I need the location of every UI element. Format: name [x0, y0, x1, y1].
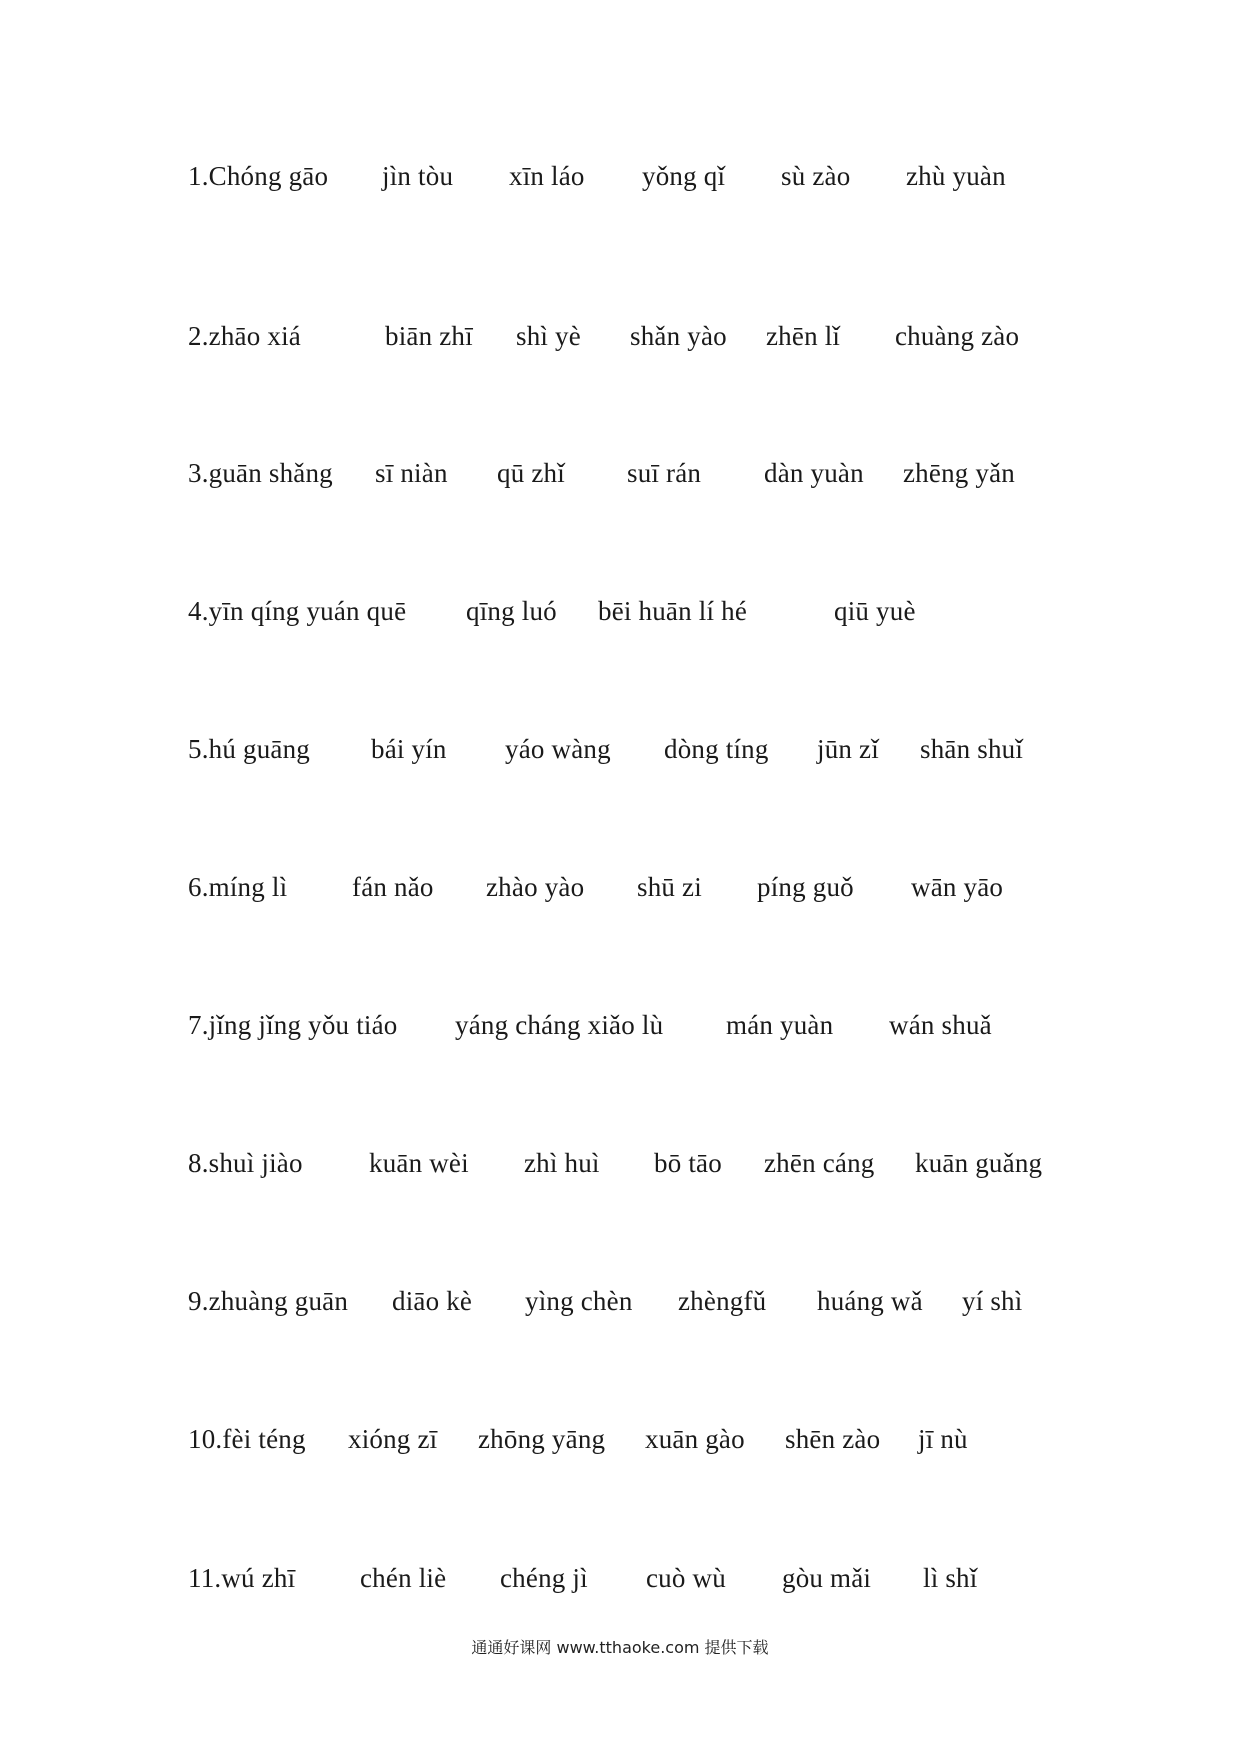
pinyin-word: zhù yuàn: [906, 161, 1006, 191]
pinyin-word: zhào yào: [486, 872, 585, 902]
pinyin-row-1: [0, 158, 1240, 218]
pinyin-row-2: [0, 318, 1240, 378]
pinyin-word: jūn zǐ: [817, 734, 879, 764]
pinyin-word: shū zi: [637, 872, 702, 902]
pinyin-row-5: [0, 731, 1240, 791]
pinyin-word: xuān gào: [645, 1424, 745, 1454]
pinyin-word: yáo wàng: [505, 734, 611, 764]
pinyin-word: xīn láo: [509, 161, 585, 191]
pinyin-word: 7.jǐng jǐng yǒu tiáo: [188, 1010, 398, 1040]
pinyin-word: jī nù: [918, 1424, 968, 1454]
pinyin-word: biān zhī: [385, 321, 473, 351]
pinyin-word: 8.shuì jiào: [188, 1148, 303, 1178]
pinyin-word: wān yāo: [911, 872, 1004, 902]
pinyin-row-8: [0, 1145, 1240, 1205]
pinyin-word: 4.yīn qíng yuán quē: [188, 596, 407, 626]
pinyin-word: dàn yuàn: [764, 458, 864, 488]
pinyin-word: zhēn lǐ: [766, 321, 841, 351]
pinyin-word: suī rán: [627, 458, 702, 488]
pinyin-word: bō tāo: [654, 1148, 722, 1178]
pinyin-word: zhì huì: [524, 1148, 600, 1178]
pinyin-word: 2.zhāo xiá: [188, 321, 301, 351]
pinyin-word: shì yè: [516, 321, 581, 351]
pinyin-word: yìng chèn: [525, 1286, 633, 1316]
pinyin-word: zhēn cáng: [764, 1148, 875, 1178]
pinyin-word: huáng wǎ: [817, 1286, 923, 1316]
pinyin-word: fán nǎo: [352, 872, 434, 902]
pinyin-word: yǒng qǐ: [642, 161, 726, 191]
pinyin-word: jìn tòu: [382, 161, 454, 191]
pinyin-word: 3.guān shǎng: [188, 458, 333, 488]
pinyin-row-10: [0, 1421, 1240, 1481]
pinyin-word: diāo kè: [392, 1286, 473, 1316]
pinyin-word: chéng jì: [500, 1563, 588, 1593]
pinyin-word: kuān wèi: [369, 1148, 469, 1178]
pinyin-word: shēn zào: [785, 1424, 881, 1454]
pinyin-row-7: [0, 1007, 1240, 1067]
pinyin-word: 5.hú guāng: [188, 734, 310, 764]
pinyin-word: lì shǐ: [923, 1563, 978, 1593]
pinyin-word: yáng cháng xiǎo lù: [455, 1010, 664, 1040]
pinyin-word: zhèngfǔ: [678, 1286, 767, 1316]
pinyin-word: píng guǒ: [757, 872, 854, 902]
pinyin-word: 1.Chóng gāo: [188, 161, 329, 191]
pinyin-word: shǎn yào: [630, 321, 727, 351]
pinyin-word: xióng zī: [348, 1424, 438, 1454]
pinyin-row-6: [0, 869, 1240, 929]
pinyin-word: bái yín: [371, 734, 447, 764]
pinyin-word: 9.zhuàng guān: [188, 1286, 349, 1316]
pinyin-word: yí shì: [962, 1286, 1023, 1316]
pinyin-word: zhēng yǎn: [903, 458, 1016, 488]
pinyin-word: kuān guǎng: [915, 1148, 1043, 1178]
pinyin-word: bēi huān lí hé: [598, 596, 748, 626]
pinyin-word: dòng tíng: [664, 734, 769, 764]
pinyin-word: mán yuàn: [726, 1010, 834, 1040]
pinyin-word: wán shuǎ: [889, 1010, 992, 1040]
pinyin-word: qū zhǐ: [497, 458, 565, 488]
pinyin-word: 6.míng lì: [188, 872, 288, 902]
pinyin-word: sī niàn: [375, 458, 448, 488]
pinyin-word: sù zào: [781, 161, 851, 191]
pinyin-row-11: [0, 1560, 1240, 1620]
pinyin-row-3: [0, 455, 1240, 515]
pinyin-word: qīng luó: [466, 596, 557, 626]
pinyin-word: qiū yuè: [834, 596, 916, 626]
download-footer: 通通好课网 www.tthaoke.com 提供下载: [471, 1638, 769, 1657]
pinyin-word: zhōng yāng: [478, 1424, 606, 1454]
pinyin-word: chén liè: [360, 1563, 447, 1593]
pinyin-word: gòu mǎi: [782, 1563, 872, 1593]
pinyin-row-4: [0, 593, 1240, 653]
pinyin-row-9: [0, 1283, 1240, 1343]
pinyin-word: shān shuǐ: [920, 734, 1024, 764]
pinyin-word: chuàng zào: [895, 321, 1020, 351]
pinyin-word: cuò wù: [646, 1563, 726, 1593]
pinyin-word: 11.wú zhī: [188, 1563, 296, 1593]
pinyin-word: 10.fèi téng: [188, 1424, 306, 1454]
